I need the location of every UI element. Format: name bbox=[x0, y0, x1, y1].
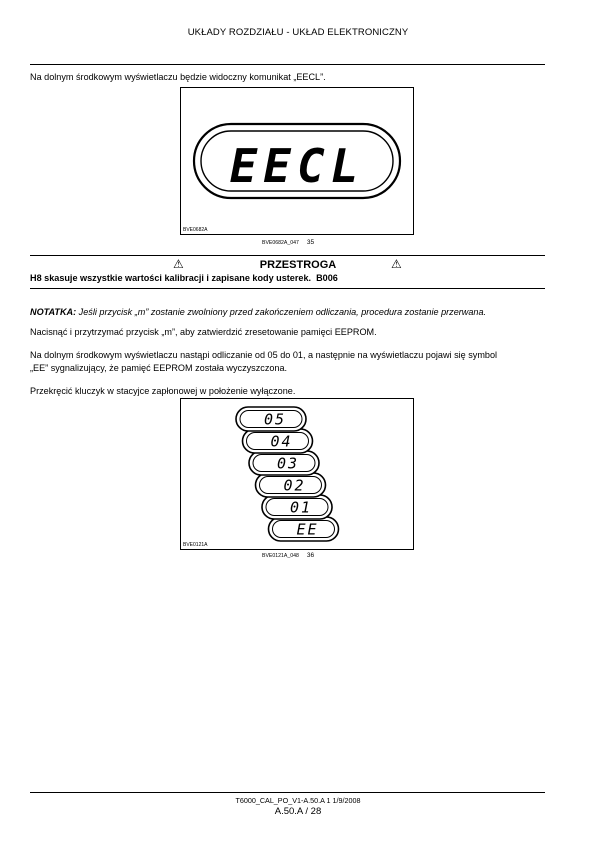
display-value: 02 bbox=[283, 476, 306, 495]
warning-triangle-icon: ⚠ bbox=[173, 257, 184, 271]
footer-page-number: A.50.A / 28 bbox=[274, 806, 322, 817]
note-paragraph bbox=[30, 306, 550, 319]
paragraph-countdown-line2: „EE” sygnalizujący, że pamięć EEPROM została wyczyszczona. bbox=[30, 362, 288, 373]
countdown-display bbox=[269, 517, 339, 541]
lcd-display-eecl bbox=[181, 88, 413, 234]
caution-bottom-divider bbox=[30, 288, 545, 289]
figure-countdown-displays bbox=[180, 398, 414, 550]
paragraph-hold-m: Nacisnąć i przytrzymać przycisk „m”, aby zatwierdzić zresetowanie pamięci EEPROM. bbox=[30, 327, 377, 337]
paragraph-key-off: Przekręcić kluczyk w stacyjce zapłonowej w położenie wyłączone. bbox=[30, 386, 296, 396]
display-value: 03 bbox=[276, 454, 300, 473]
footer-document-code: T6000_CAL_PO_V1-A.50.A 1 1/9/2008 bbox=[235, 796, 361, 805]
header-divider bbox=[30, 64, 545, 65]
paragraph-eecl-message: Na dolnym środkowym wyświetlaczu będzie widoczny komunikat „EECL”. bbox=[30, 72, 326, 82]
caution-title: PRZESTROGA bbox=[259, 259, 337, 271]
figure-id: BVE0121A bbox=[183, 542, 208, 548]
paragraph-countdown bbox=[30, 349, 550, 374]
caption-code: BVE0121A_048 bbox=[262, 553, 299, 559]
caution-top-divider bbox=[30, 255, 545, 256]
note-text: Jeśli przycisk „m” zostanie zwolniony przed zakończeniem odliczania, procedura zostanie przerwana. bbox=[78, 307, 487, 317]
note-label: NOTATKA: bbox=[30, 307, 77, 317]
display-value: 05 bbox=[263, 410, 287, 429]
lcd-text: EECL bbox=[229, 139, 365, 193]
caption-number: 35 bbox=[306, 239, 315, 246]
countdown-display bbox=[249, 451, 319, 475]
page-header-title: UKŁADY ROZDZIAŁU - UKŁAD ELEKTRONICZNY bbox=[187, 27, 409, 38]
countdown-display bbox=[256, 473, 326, 497]
caution-code: B006 bbox=[316, 273, 338, 283]
caption-number: 36 bbox=[306, 552, 315, 559]
countdown-display bbox=[243, 429, 313, 453]
figure-id: BVE0682A bbox=[183, 227, 208, 233]
countdown-display bbox=[262, 495, 332, 519]
paragraph-countdown-line1: Na dolnym środkowym wyświetlaczu nastąpi odliczanie od 05 do 01, a następnie na wyświetlaczu pojawi się symbol bbox=[30, 350, 498, 360]
warning-triangle-icon: ⚠ bbox=[391, 257, 402, 271]
caption-code: BVE0682A_047 bbox=[262, 240, 299, 246]
figure-eecl-display bbox=[180, 87, 414, 235]
footer-divider bbox=[30, 792, 545, 793]
figure-caption bbox=[262, 552, 314, 559]
caution-body: H8 skasuje wszystkie wartości kalibracji i zapisane kody usterek. bbox=[30, 273, 312, 283]
display-value: EE bbox=[296, 520, 319, 539]
display-value: 01 bbox=[289, 498, 313, 517]
display-value: 04 bbox=[270, 432, 293, 451]
figure-caption bbox=[262, 239, 314, 246]
countdown-stack bbox=[181, 399, 413, 549]
countdown-display bbox=[236, 407, 306, 431]
caution-text bbox=[30, 272, 550, 285]
